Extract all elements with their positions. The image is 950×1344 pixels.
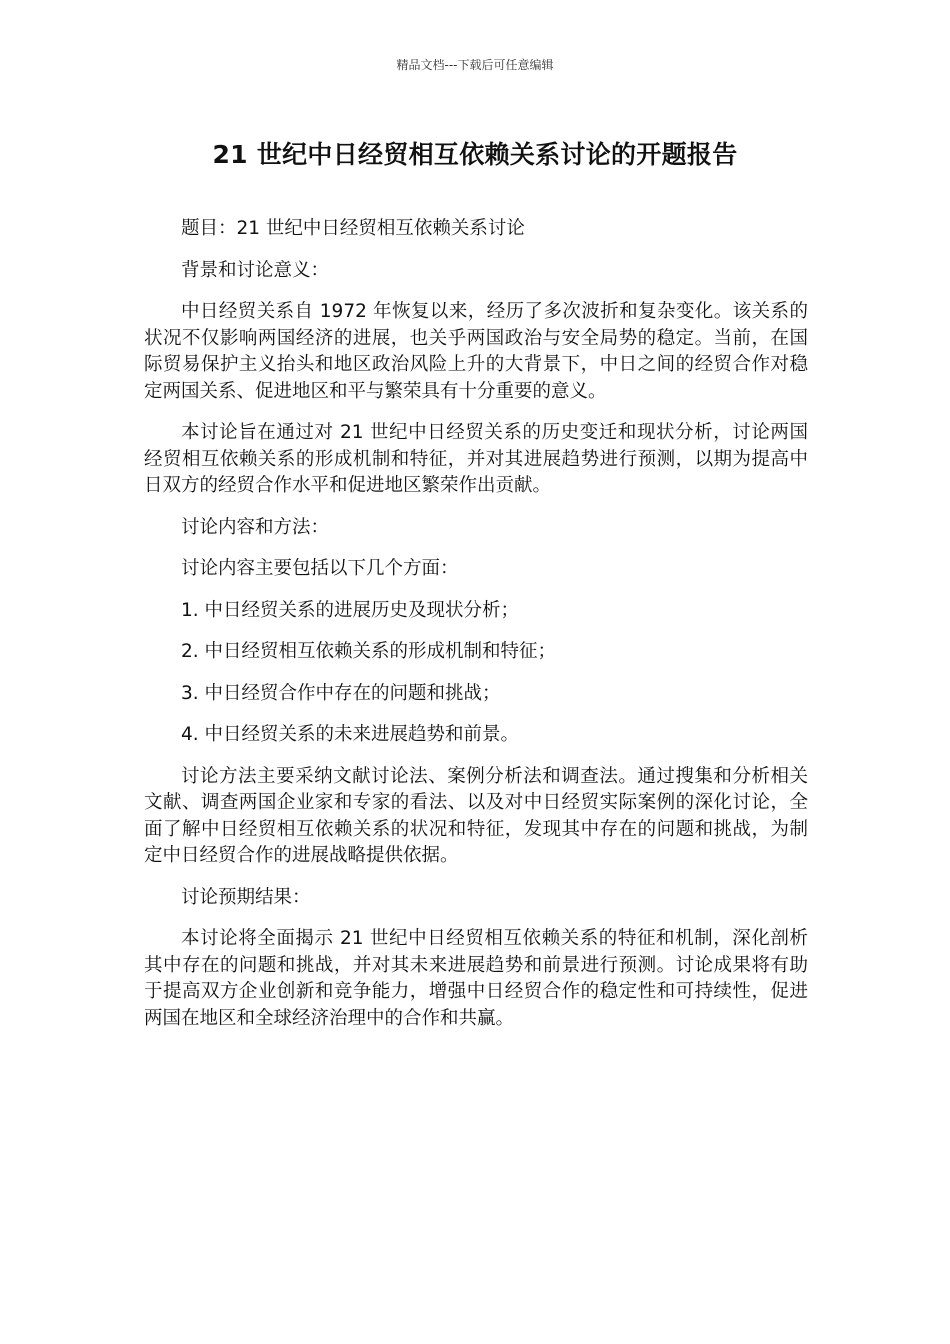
content-list	[144, 598, 808, 749]
background-paragraph-1: 中日经贸关系自 1972 年恢复以来，经历了多次波折和复杂变化。该关系的状况不仅影响两国经济的进展，也关乎两国政治与安全局势的稳定。当前，在国际贸易保护主义抬头和地区政治风险上升的大背景下，中日之间的经贸合作对稳定两国关系、促进地区和平与繁荣具有十分重要的意义。	[144, 301, 808, 402]
list-item: 2. 中日经贸相互依赖关系的形成机制和特征；	[181, 641, 557, 662]
topic-line: 题目：21 世纪中日经贸相互依赖关系讨论	[181, 218, 525, 239]
document-body	[144, 216, 808, 1047]
page-header: 精品文档---下载后可任意编辑	[396, 58, 554, 72]
background-heading: 背景和讨论意义：	[181, 259, 330, 281]
expected-paragraph: 本讨论将全面揭示 21 世纪中日经贸相互依赖关系的特征和机制，深化剖析其中存在的问题和挑战，并对其未来进展趋势和前景进行预测。讨论成果将有助于提高双方企业创新和竞争能力，增强中日经贸合作的稳定性和可持续性，促进两国在地区和全球经济治理中的合作和共赢。	[144, 928, 808, 1029]
list-item: 4. 中日经贸关系的未来进展趋势和前景。	[181, 724, 520, 745]
content-heading: 讨论内容和方法：	[181, 516, 330, 538]
content-intro: 讨论内容主要包括以下几个方面：	[181, 558, 459, 579]
expected-heading: 讨论预期结果：	[181, 886, 311, 908]
list-item: 3. 中日经贸合作中存在的问题和挑战；	[181, 682, 501, 704]
document-title: 21 世纪中日经贸相互依赖关系讨论的开题报告	[212, 140, 738, 169]
background-paragraph-2: 本讨论旨在通过对 21 世纪中日经贸关系的历史变迁和现状分析，讨论两国经贸相互依赖关系的形成机制和特征，并对其进展趋势进行预测，以期为提高中日双方的经贸合作水平和促进地区繁荣作出贡献。	[144, 422, 808, 496]
list-item: 1. 中日经贸关系的进展历史及现状分析；	[181, 599, 520, 621]
method-paragraph: 讨论方法主要采纳文献讨论法、案例分析法和调查法。通过搜集和分析相关文献、调查两国企业家和专家的看法、以及对中日经贸实际案例的深化讨论，全面了解中日经贸相互依赖关系的状况和特征，发现其中存在的问题和挑战，为制定中日经贸合作的进展战略提供依据。	[144, 765, 808, 866]
